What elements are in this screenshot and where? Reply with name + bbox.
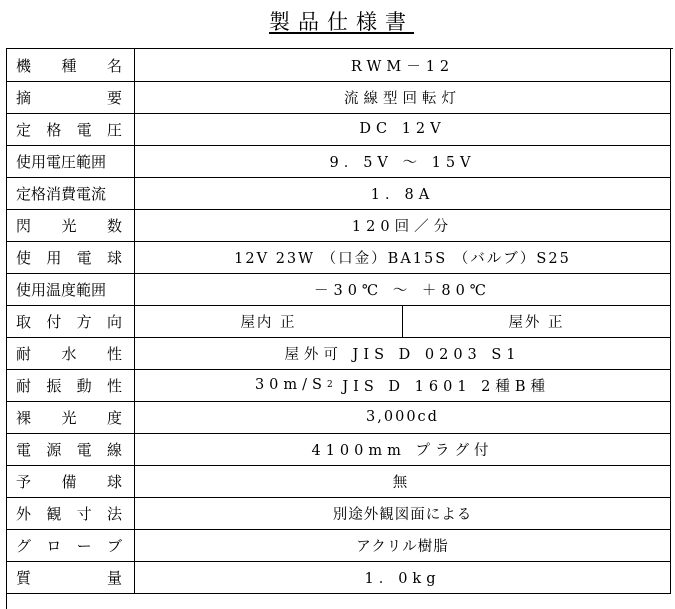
table-row-water-resistance (7, 337, 671, 370)
row-value-split (135, 305, 671, 337)
row-label: 定 格 電 圧 (7, 113, 135, 145)
row-value: 120回／分 (135, 209, 671, 241)
table-row-power-cable (7, 433, 671, 466)
row-value: 1．0kg (135, 561, 671, 593)
row-value: 流線型回転灯 (135, 81, 671, 113)
row-label: 機 種 名 (7, 49, 135, 81)
table-row-mass (7, 561, 671, 594)
row-value: DC 12V (135, 113, 671, 145)
table-row-summary (7, 81, 671, 114)
row-value: アクリル樹脂 (135, 529, 671, 561)
mount-outdoor: 屋外 正 (508, 314, 565, 331)
row-label: 使用電圧範囲 (7, 145, 135, 177)
row-label: 閃 光 数 (7, 209, 135, 241)
row-value: 屋外可 JIS D 0203 S1 (135, 337, 671, 369)
row-value: 12V 23W （口金）BA15S （バルブ）S25 (135, 241, 671, 273)
table-row-vibration (7, 369, 671, 402)
row-label: 使用温度範囲 (7, 273, 135, 305)
mount-indoor: 屋内 正 (135, 305, 403, 337)
table-row-mount-direction (7, 305, 671, 338)
row-value (135, 369, 671, 401)
row-label: 耐 水 性 (7, 337, 135, 369)
document-title (0, 6, 675, 36)
table-row-bulb (7, 241, 671, 274)
document-title-text: 製品仕様書 (269, 10, 414, 34)
spec-table (6, 48, 673, 609)
row-label: 定格消費電流 (7, 177, 135, 209)
row-label: 耐 振 動 性 (7, 369, 135, 401)
row-label: 予 備 球 (7, 465, 135, 497)
row-label: 裸 光 度 (7, 401, 135, 433)
table-row-rated-voltage (7, 113, 671, 146)
table-row-flash-rate (7, 209, 671, 242)
table-row-dimensions (7, 497, 671, 530)
table-row-spare-bulb (7, 465, 671, 498)
table-row-model (7, 49, 671, 82)
row-value: 別途外観図面による (135, 497, 671, 529)
vibration-exponent: 2 (326, 380, 333, 390)
row-label: 摘 要 (7, 81, 135, 113)
row-label: 使 用 電 球 (7, 241, 135, 273)
row-label: 質 量 (7, 561, 135, 593)
row-value: 無 (135, 465, 671, 497)
row-label: 外 観 寸 法 (7, 497, 135, 529)
row-value: RWM－12 (135, 49, 671, 81)
row-value: 1．8A (135, 177, 671, 209)
row-label: 取 付 方 向 (7, 305, 135, 337)
row-value: 4100mm プラグ付 (135, 433, 671, 465)
row-value: 9．5V ～ 15V (135, 145, 671, 177)
row-value: 3,000cd (135, 401, 671, 433)
table-row-globe (7, 529, 671, 562)
table-row-luminous-intensity (7, 401, 671, 434)
row-label: グ ロ ー ブ (7, 529, 135, 561)
table-row-voltage-range (7, 145, 671, 178)
vibration-standard: JIS D 1601 2種B種 (332, 378, 551, 395)
vibration-accel: 30m/S (254, 377, 327, 393)
row-value: －30℃ ～ ＋80℃ (135, 273, 671, 305)
table-row-rated-current (7, 177, 671, 210)
row-label: 電 源 電 線 (7, 433, 135, 465)
table-row-temp-range (7, 273, 671, 306)
